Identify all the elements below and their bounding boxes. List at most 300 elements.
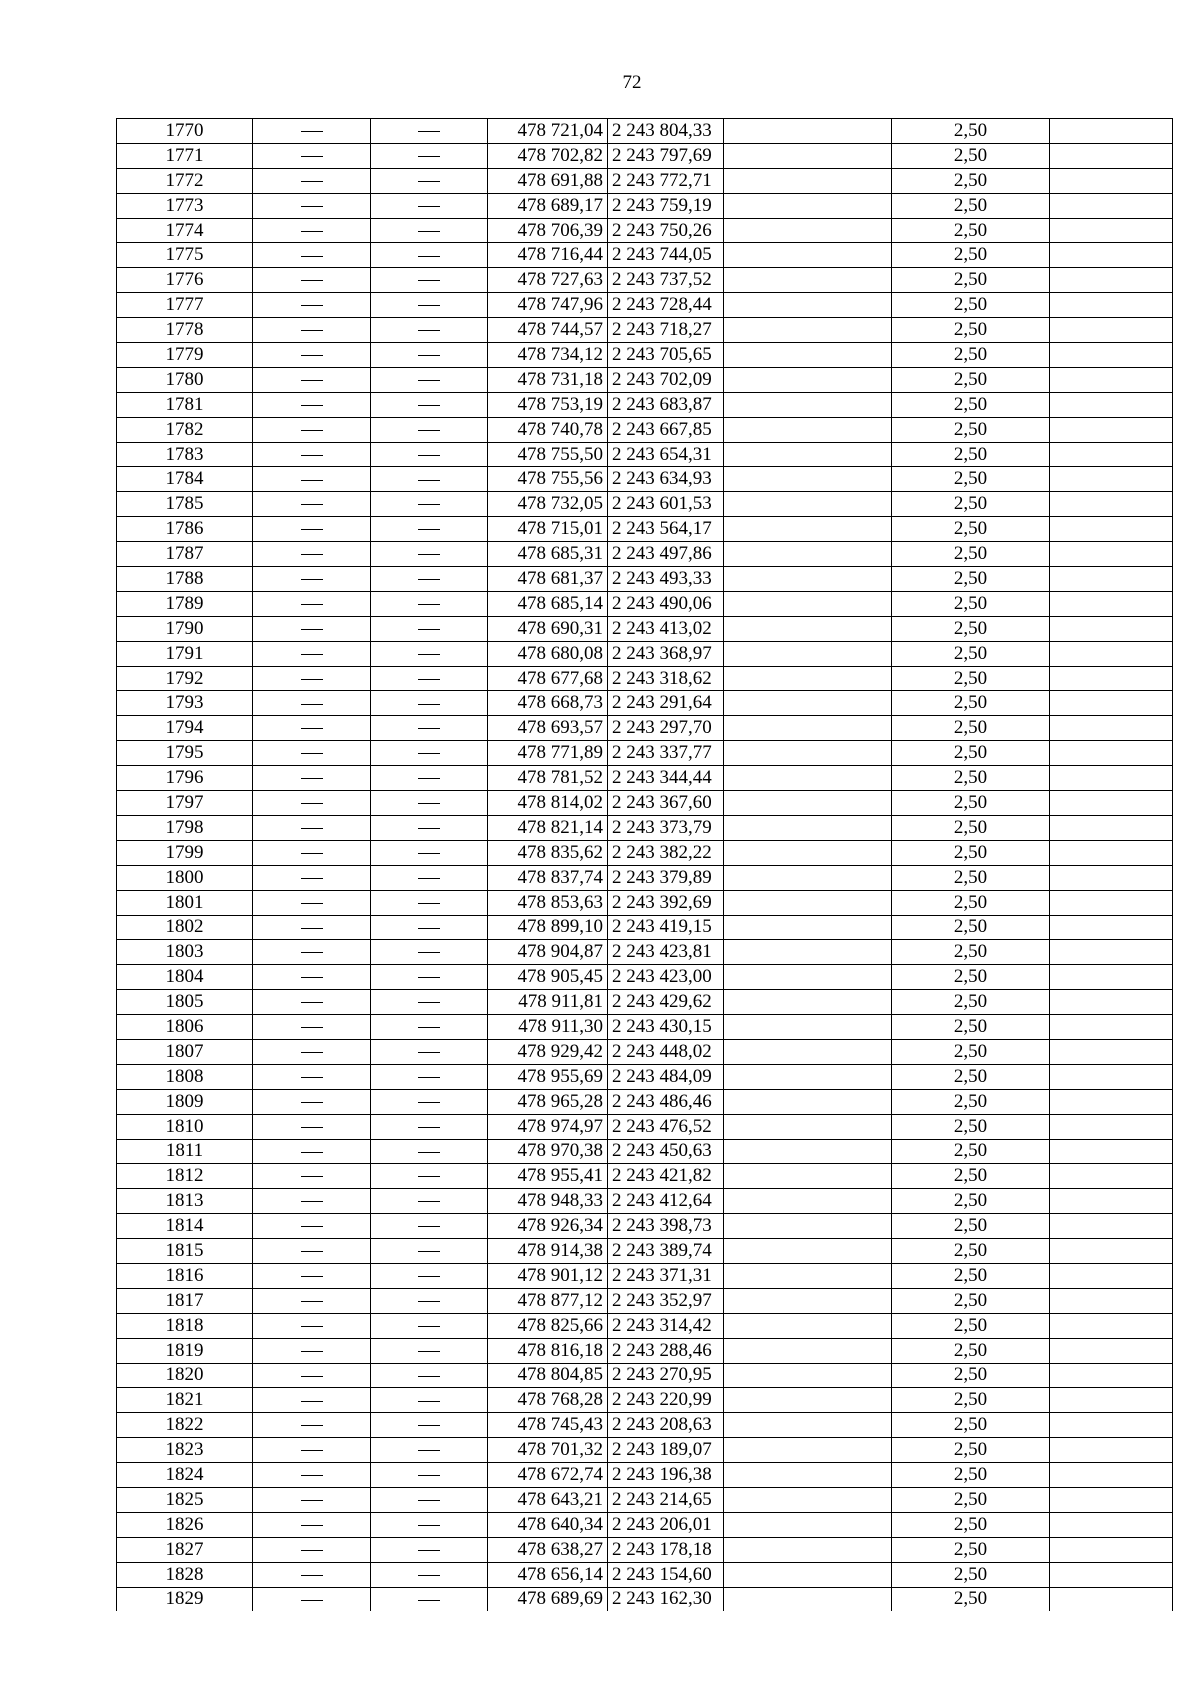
table-row	[117, 467, 1173, 492]
accuracy-cell: 2,50	[892, 293, 1050, 318]
dash-mark	[418, 1176, 440, 1177]
dash-mark	[418, 1301, 440, 1302]
accuracy-cell: 2,50	[892, 119, 1050, 144]
point-number-cell: 1814	[117, 1214, 253, 1239]
accuracy-cell: 2,50	[892, 716, 1050, 741]
blank-cell	[1050, 1338, 1173, 1363]
blank-cell	[1050, 1139, 1173, 1164]
y-coordinate-cell: 2 243 497,86	[608, 542, 724, 567]
empty-value-cell	[253, 442, 371, 467]
point-number-cell: 1801	[117, 890, 253, 915]
point-number-cell: 1771	[117, 143, 253, 168]
table-row	[117, 965, 1173, 990]
point-number-cell: 1825	[117, 1487, 253, 1512]
accuracy-cell: 2,50	[892, 268, 1050, 293]
point-number-cell: 1777	[117, 293, 253, 318]
accuracy-cell: 2,50	[892, 1139, 1050, 1164]
blank-cell	[1050, 193, 1173, 218]
y-coordinate-cell: 2 243 759,19	[608, 193, 724, 218]
blank-cell	[724, 915, 892, 940]
empty-value-cell	[253, 193, 371, 218]
x-coordinate-cell: 478 689,69	[488, 1587, 608, 1611]
empty-value-cell	[371, 766, 488, 791]
dash-mark	[418, 231, 440, 232]
accuracy-cell: 2,50	[892, 1288, 1050, 1313]
accuracy-cell: 2,50	[892, 492, 1050, 517]
empty-value-cell	[253, 915, 371, 940]
dash-mark	[301, 206, 323, 207]
x-coordinate-cell: 478 656,14	[488, 1562, 608, 1587]
empty-value-cell	[253, 1139, 371, 1164]
empty-value-cell	[371, 293, 488, 318]
blank-cell	[1050, 616, 1173, 641]
dash-mark	[418, 206, 440, 207]
dash-mark	[301, 778, 323, 779]
dash-mark	[418, 455, 440, 456]
accuracy-cell: 2,50	[892, 666, 1050, 691]
y-coordinate-cell: 2 243 423,81	[608, 940, 724, 965]
dash-mark	[301, 1226, 323, 1227]
empty-value-cell	[371, 616, 488, 641]
empty-value-cell	[371, 542, 488, 567]
dash-mark	[418, 753, 440, 754]
dash-mark	[301, 1525, 323, 1526]
y-coordinate-cell: 2 243 189,07	[608, 1438, 724, 1463]
empty-value-cell	[253, 1064, 371, 1089]
blank-cell	[1050, 1214, 1173, 1239]
y-coordinate-cell: 2 243 667,85	[608, 417, 724, 442]
blank-cell	[724, 1089, 892, 1114]
empty-value-cell	[371, 1064, 488, 1089]
dash-mark	[418, 1002, 440, 1003]
blank-cell	[1050, 318, 1173, 343]
blank-cell	[1050, 1487, 1173, 1512]
table-row	[117, 1189, 1173, 1214]
table-row	[117, 517, 1173, 542]
dash-mark	[301, 828, 323, 829]
y-coordinate-cell: 2 243 634,93	[608, 467, 724, 492]
y-coordinate-cell: 2 243 601,53	[608, 492, 724, 517]
point-number-cell: 1786	[117, 517, 253, 542]
accuracy-cell: 2,50	[892, 1239, 1050, 1264]
point-number-cell: 1821	[117, 1388, 253, 1413]
blank-cell	[1050, 517, 1173, 542]
y-coordinate-cell: 2 243 705,65	[608, 343, 724, 368]
point-number-cell: 1803	[117, 940, 253, 965]
table-row	[117, 1288, 1173, 1313]
x-coordinate-cell: 478 835,62	[488, 840, 608, 865]
blank-cell	[724, 1239, 892, 1264]
x-coordinate-cell: 478 781,52	[488, 766, 608, 791]
blank-cell	[724, 1438, 892, 1463]
blank-cell	[1050, 741, 1173, 766]
accuracy-cell: 2,50	[892, 1438, 1050, 1463]
page-number: 72	[622, 72, 642, 93]
table-row	[117, 1587, 1173, 1611]
x-coordinate-cell: 478 974,97	[488, 1114, 608, 1139]
point-number-cell: 1808	[117, 1064, 253, 1089]
table-row	[117, 1388, 1173, 1413]
table-row	[117, 1214, 1173, 1239]
blank-cell	[724, 567, 892, 592]
accuracy-cell: 2,50	[892, 343, 1050, 368]
empty-value-cell	[371, 417, 488, 442]
empty-value-cell	[371, 1487, 488, 1512]
empty-value-cell	[253, 293, 371, 318]
y-coordinate-cell: 2 243 220,99	[608, 1388, 724, 1413]
accuracy-cell: 2,50	[892, 840, 1050, 865]
empty-value-cell	[371, 940, 488, 965]
dash-mark	[418, 1550, 440, 1551]
table-row	[117, 1438, 1173, 1463]
blank-cell	[1050, 218, 1173, 243]
accuracy-cell: 2,50	[892, 442, 1050, 467]
empty-value-cell	[253, 741, 371, 766]
point-number-cell: 1783	[117, 442, 253, 467]
empty-value-cell	[253, 691, 371, 716]
blank-cell	[724, 691, 892, 716]
blank-cell	[724, 591, 892, 616]
x-coordinate-cell: 478 814,02	[488, 791, 608, 816]
blank-cell	[724, 1288, 892, 1313]
x-coordinate-cell: 478 690,31	[488, 616, 608, 641]
point-number-cell: 1824	[117, 1463, 253, 1488]
x-coordinate-cell: 478 970,38	[488, 1139, 608, 1164]
dash-mark	[418, 330, 440, 331]
x-coordinate-cell: 478 744,57	[488, 318, 608, 343]
dash-mark	[418, 878, 440, 879]
accuracy-cell: 2,50	[892, 467, 1050, 492]
dash-mark	[418, 1575, 440, 1576]
blank-cell	[1050, 1039, 1173, 1064]
empty-value-cell	[253, 392, 371, 417]
empty-value-cell	[371, 442, 488, 467]
blank-cell	[724, 1164, 892, 1189]
empty-value-cell	[253, 1239, 371, 1264]
x-coordinate-cell: 478 701,32	[488, 1438, 608, 1463]
table-row	[117, 442, 1173, 467]
empty-value-cell	[371, 193, 488, 218]
empty-value-cell	[253, 1189, 371, 1214]
blank-cell	[724, 616, 892, 641]
point-number-cell: 1827	[117, 1537, 253, 1562]
empty-value-cell	[371, 218, 488, 243]
y-coordinate-cell: 2 243 654,31	[608, 442, 724, 467]
x-coordinate-cell: 478 681,37	[488, 567, 608, 592]
point-number-cell: 1784	[117, 467, 253, 492]
blank-cell	[1050, 467, 1173, 492]
dash-mark	[301, 952, 323, 953]
empty-value-cell	[253, 940, 371, 965]
empty-value-cell	[371, 392, 488, 417]
dash-mark	[301, 679, 323, 680]
y-coordinate-cell: 2 243 318,62	[608, 666, 724, 691]
empty-value-cell	[253, 1114, 371, 1139]
blank-cell	[1050, 1114, 1173, 1139]
table-row	[117, 766, 1173, 791]
point-number-cell: 1791	[117, 641, 253, 666]
dash-mark	[418, 629, 440, 630]
accuracy-cell: 2,50	[892, 1313, 1050, 1338]
dash-mark	[418, 1276, 440, 1277]
empty-value-cell	[253, 1438, 371, 1463]
accuracy-cell: 2,50	[892, 1487, 1050, 1512]
accuracy-cell: 2,50	[892, 641, 1050, 666]
table-row	[117, 1039, 1173, 1064]
blank-cell	[1050, 1164, 1173, 1189]
accuracy-cell: 2,50	[892, 417, 1050, 442]
empty-value-cell	[253, 791, 371, 816]
blank-cell	[1050, 890, 1173, 915]
point-number-cell: 1802	[117, 915, 253, 940]
blank-cell	[724, 492, 892, 517]
dash-mark	[418, 928, 440, 929]
x-coordinate-cell: 478 804,85	[488, 1363, 608, 1388]
coordinates-table	[116, 118, 1173, 1611]
table-row	[117, 1338, 1173, 1363]
dash-mark	[418, 405, 440, 406]
empty-value-cell	[253, 1537, 371, 1562]
blank-cell	[1050, 865, 1173, 890]
blank-cell	[1050, 691, 1173, 716]
y-coordinate-cell: 2 243 419,15	[608, 915, 724, 940]
point-number-cell: 1817	[117, 1288, 253, 1313]
x-coordinate-cell: 478 638,27	[488, 1537, 608, 1562]
dash-mark	[301, 1425, 323, 1426]
empty-value-cell	[253, 367, 371, 392]
empty-value-cell	[371, 467, 488, 492]
dash-mark	[301, 704, 323, 705]
accuracy-cell: 2,50	[892, 990, 1050, 1015]
blank-cell	[1050, 766, 1173, 791]
accuracy-cell: 2,50	[892, 1089, 1050, 1114]
empty-value-cell	[253, 840, 371, 865]
x-coordinate-cell: 478 677,68	[488, 666, 608, 691]
dash-mark	[301, 455, 323, 456]
empty-value-cell	[253, 1463, 371, 1488]
accuracy-cell: 2,50	[892, 1463, 1050, 1488]
dash-mark	[418, 1077, 440, 1078]
x-coordinate-cell: 478 689,17	[488, 193, 608, 218]
accuracy-cell: 2,50	[892, 1587, 1050, 1611]
y-coordinate-cell: 2 243 368,97	[608, 641, 724, 666]
blank-cell	[1050, 840, 1173, 865]
table-row	[117, 1487, 1173, 1512]
blank-cell	[724, 367, 892, 392]
blank-cell	[724, 1463, 892, 1488]
y-coordinate-cell: 2 243 314,42	[608, 1313, 724, 1338]
accuracy-cell: 2,50	[892, 243, 1050, 268]
dash-mark	[418, 1425, 440, 1426]
dash-mark	[418, 1127, 440, 1128]
blank-cell	[724, 1114, 892, 1139]
accuracy-cell: 2,50	[892, 1338, 1050, 1363]
dash-mark	[301, 1475, 323, 1476]
x-coordinate-cell: 478 706,39	[488, 218, 608, 243]
dash-mark	[301, 280, 323, 281]
dash-mark	[301, 1176, 323, 1177]
empty-value-cell	[371, 641, 488, 666]
point-number-cell: 1819	[117, 1338, 253, 1363]
y-coordinate-cell: 2 243 421,82	[608, 1164, 724, 1189]
dash-mark	[418, 1251, 440, 1252]
accuracy-cell: 2,50	[892, 1413, 1050, 1438]
empty-value-cell	[371, 915, 488, 940]
dash-mark	[301, 305, 323, 306]
empty-value-cell	[371, 865, 488, 890]
blank-cell	[724, 840, 892, 865]
accuracy-cell: 2,50	[892, 1039, 1050, 1064]
dash-mark	[418, 430, 440, 431]
accuracy-cell: 2,50	[892, 542, 1050, 567]
point-number-cell: 1787	[117, 542, 253, 567]
table-row	[117, 143, 1173, 168]
empty-value-cell	[371, 990, 488, 1015]
blank-cell	[724, 1487, 892, 1512]
accuracy-cell: 2,50	[892, 791, 1050, 816]
y-coordinate-cell: 2 243 178,18	[608, 1537, 724, 1562]
blank-cell	[1050, 1587, 1173, 1611]
y-coordinate-cell: 2 243 270,95	[608, 1363, 724, 1388]
point-number-cell: 1798	[117, 815, 253, 840]
dash-mark	[301, 977, 323, 978]
x-coordinate-cell: 478 837,74	[488, 865, 608, 890]
table-row	[117, 1463, 1173, 1488]
table-row	[117, 1239, 1173, 1264]
y-coordinate-cell: 2 243 412,64	[608, 1189, 724, 1214]
blank-cell	[724, 1313, 892, 1338]
blank-cell	[724, 741, 892, 766]
blank-cell	[724, 1537, 892, 1562]
x-coordinate-cell: 478 716,44	[488, 243, 608, 268]
y-coordinate-cell: 2 243 382,22	[608, 840, 724, 865]
table-row	[117, 119, 1173, 144]
dash-mark	[301, 1276, 323, 1277]
empty-value-cell	[253, 517, 371, 542]
dash-mark	[418, 156, 440, 157]
empty-value-cell	[253, 716, 371, 741]
dash-mark	[301, 1600, 323, 1601]
accuracy-cell: 2,50	[892, 517, 1050, 542]
dash-mark	[418, 604, 440, 605]
point-number-cell: 1805	[117, 990, 253, 1015]
x-coordinate-cell: 478 853,63	[488, 890, 608, 915]
blank-cell	[1050, 815, 1173, 840]
table-row	[117, 268, 1173, 293]
dash-mark	[418, 1351, 440, 1352]
accuracy-cell: 2,50	[892, 1214, 1050, 1239]
point-number-cell: 1795	[117, 741, 253, 766]
accuracy-cell: 2,50	[892, 591, 1050, 616]
blank-cell	[1050, 1438, 1173, 1463]
x-coordinate-cell: 478 747,96	[488, 293, 608, 318]
blank-cell	[724, 1263, 892, 1288]
empty-value-cell	[371, 243, 488, 268]
dash-mark	[301, 1401, 323, 1402]
dash-mark	[418, 853, 440, 854]
blank-cell	[1050, 666, 1173, 691]
blank-cell	[724, 442, 892, 467]
empty-value-cell	[253, 1363, 371, 1388]
empty-value-cell	[253, 268, 371, 293]
dash-mark	[301, 1301, 323, 1302]
point-number-cell: 1780	[117, 367, 253, 392]
empty-value-cell	[371, 1313, 488, 1338]
x-coordinate-cell: 478 905,45	[488, 965, 608, 990]
blank-cell	[1050, 1189, 1173, 1214]
dash-mark	[418, 704, 440, 705]
point-number-cell: 1776	[117, 268, 253, 293]
table-row	[117, 1064, 1173, 1089]
empty-value-cell	[371, 965, 488, 990]
x-coordinate-cell: 478 732,05	[488, 492, 608, 517]
accuracy-cell: 2,50	[892, 193, 1050, 218]
accuracy-cell: 2,50	[892, 1263, 1050, 1288]
point-number-cell: 1810	[117, 1114, 253, 1139]
x-coordinate-cell: 478 727,63	[488, 268, 608, 293]
empty-value-cell	[253, 865, 371, 890]
point-number-cell: 1829	[117, 1587, 253, 1611]
empty-value-cell	[371, 268, 488, 293]
empty-value-cell	[371, 318, 488, 343]
blank-cell	[1050, 542, 1173, 567]
blank-cell	[724, 1562, 892, 1587]
table-row	[117, 815, 1173, 840]
x-coordinate-cell: 478 816,18	[488, 1338, 608, 1363]
blank-cell	[1050, 1562, 1173, 1587]
table-row	[117, 168, 1173, 193]
empty-value-cell	[253, 1288, 371, 1313]
accuracy-cell: 2,50	[892, 318, 1050, 343]
x-coordinate-cell: 478 948,33	[488, 1189, 608, 1214]
x-coordinate-cell: 478 955,41	[488, 1164, 608, 1189]
x-coordinate-cell: 478 899,10	[488, 915, 608, 940]
dash-mark	[418, 903, 440, 904]
point-number-cell: 1790	[117, 616, 253, 641]
y-coordinate-cell: 2 243 728,44	[608, 293, 724, 318]
accuracy-cell: 2,50	[892, 1064, 1050, 1089]
x-coordinate-cell: 478 771,89	[488, 741, 608, 766]
empty-value-cell	[253, 119, 371, 144]
table-row	[117, 1015, 1173, 1040]
y-coordinate-cell: 2 243 352,97	[608, 1288, 724, 1313]
accuracy-cell: 2,50	[892, 1189, 1050, 1214]
blank-cell	[1050, 1263, 1173, 1288]
blank-cell	[724, 815, 892, 840]
blank-cell	[1050, 1413, 1173, 1438]
blank-cell	[724, 716, 892, 741]
y-coordinate-cell: 2 243 744,05	[608, 243, 724, 268]
empty-value-cell	[253, 318, 371, 343]
accuracy-cell: 2,50	[892, 1164, 1050, 1189]
dash-mark	[301, 355, 323, 356]
empty-value-cell	[253, 1388, 371, 1413]
y-coordinate-cell: 2 243 214,65	[608, 1487, 724, 1512]
blank-cell	[724, 766, 892, 791]
blank-cell	[1050, 1463, 1173, 1488]
y-coordinate-cell: 2 243 367,60	[608, 791, 724, 816]
accuracy-cell: 2,50	[892, 915, 1050, 940]
dash-mark	[301, 878, 323, 879]
accuracy-cell: 2,50	[892, 367, 1050, 392]
y-coordinate-cell: 2 243 772,71	[608, 168, 724, 193]
point-number-cell: 1818	[117, 1313, 253, 1338]
blank-cell	[1050, 1089, 1173, 1114]
empty-value-cell	[371, 1263, 488, 1288]
blank-cell	[724, 1214, 892, 1239]
blank-cell	[724, 119, 892, 144]
y-coordinate-cell: 2 243 737,52	[608, 268, 724, 293]
